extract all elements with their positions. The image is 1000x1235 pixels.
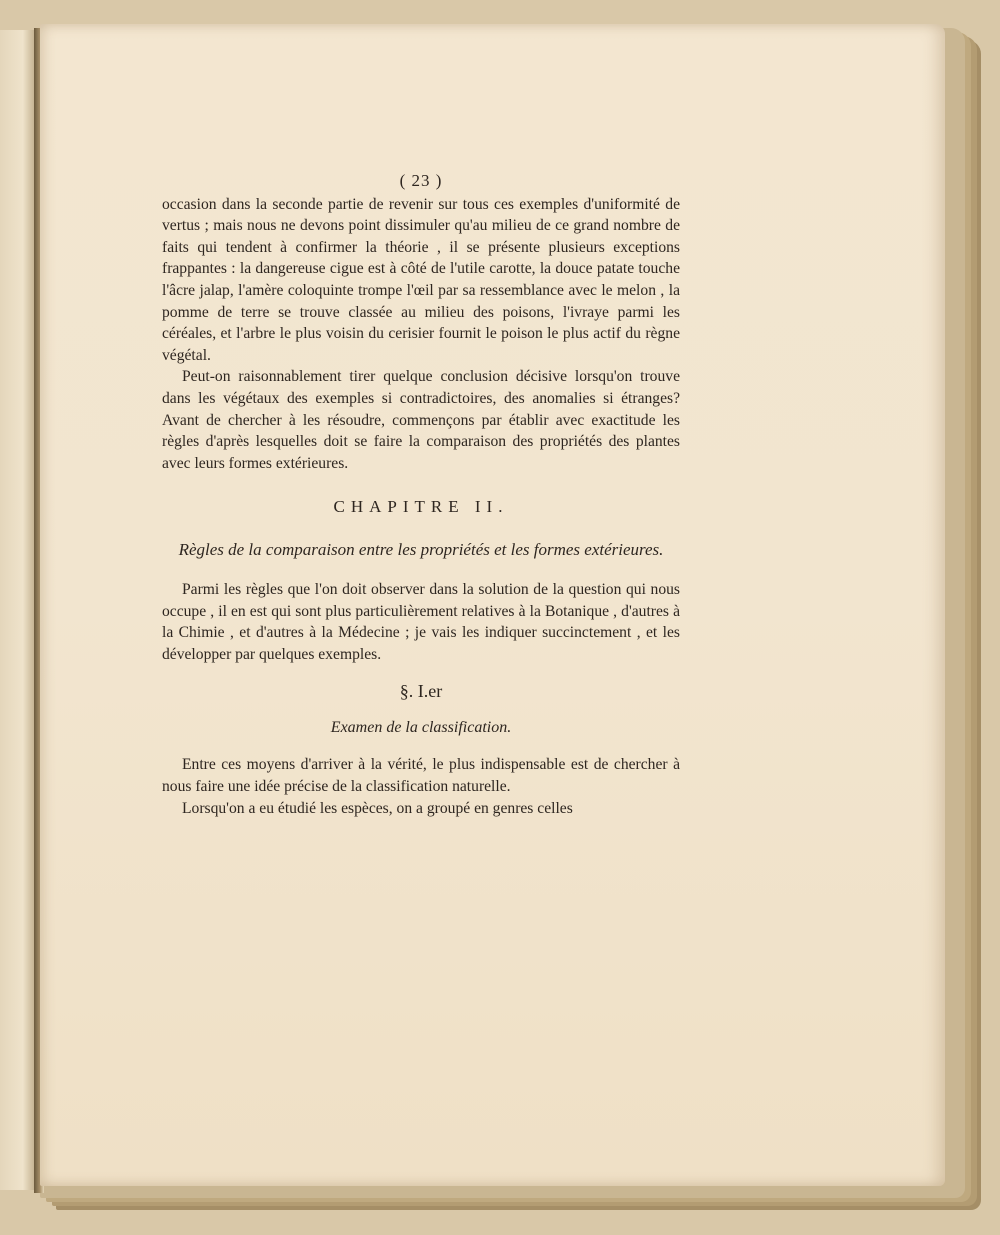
section-paragraph-2: Lorsqu'on a eu étudié les espèces, on a groupé en genres celles: [182, 799, 573, 817]
section-title: Examen de la classification.: [330, 718, 512, 736]
section-mark: §. I.er: [399, 681, 443, 702]
chapter-title: Règles de la comparaison entre les propriétés et les formes extérieures.: [178, 539, 664, 559]
section-paragraph-1: Entre ces moyens d'arriver à la vérité, le plus indispensable est de chercher à nous faire une idée précise de la classification naturelle.: [162, 756, 680, 796]
paragraph-intro-2: Peut-on raisonnablement tirer quelque conclusion décisive lorsqu'on trouve dans les végétaux des exemples si contradictoires, des anomalies si étranges? Avant de chercher à les résoudre, commençons par établir avec exactitude les règles d'après lesquelles doit se faire la comparaison des propriétés des plantes avec leurs formes extérieures.: [162, 368, 680, 472]
page-text: [162, 170, 680, 819]
page-number: ( 23 ): [399, 171, 443, 190]
chapter-paragraph: Parmi les règles que l'on doit observer dans la solution de la question qui nous occupe , il en est qui sont plus particulièrement relatives à la Botanique , d'autres à la Chimie , et d'autres à la Médecine ; je vais les indiquer succinctement , et les développer par quelques exemples.: [162, 580, 680, 663]
chapter-heading: CHAPITRE II.: [333, 497, 509, 517]
paragraph-intro-1: occasion dans la seconde partie de revenir sur tous ces exemples d'uniformité de vertus ; mais nous ne devons point dissimuler qu'au milieu de ce grand nombre de faits qui tendent à confirmer la théorie , il se présente plusieurs exceptions frappantes : la dangereuse cigue est à côté de l'utile carotte, la douce patate touche l'âcre jalap, l'amère coloquinte trompe l'œil par sa ressemblance avec le melon , la pomme de terre se trouve classée au milieu des poisons, l'ivraye parmi les céréales, et l'arbre le plus voisin du cerisier fournit le poison le plus actif du règne végétal.: [162, 195, 680, 364]
